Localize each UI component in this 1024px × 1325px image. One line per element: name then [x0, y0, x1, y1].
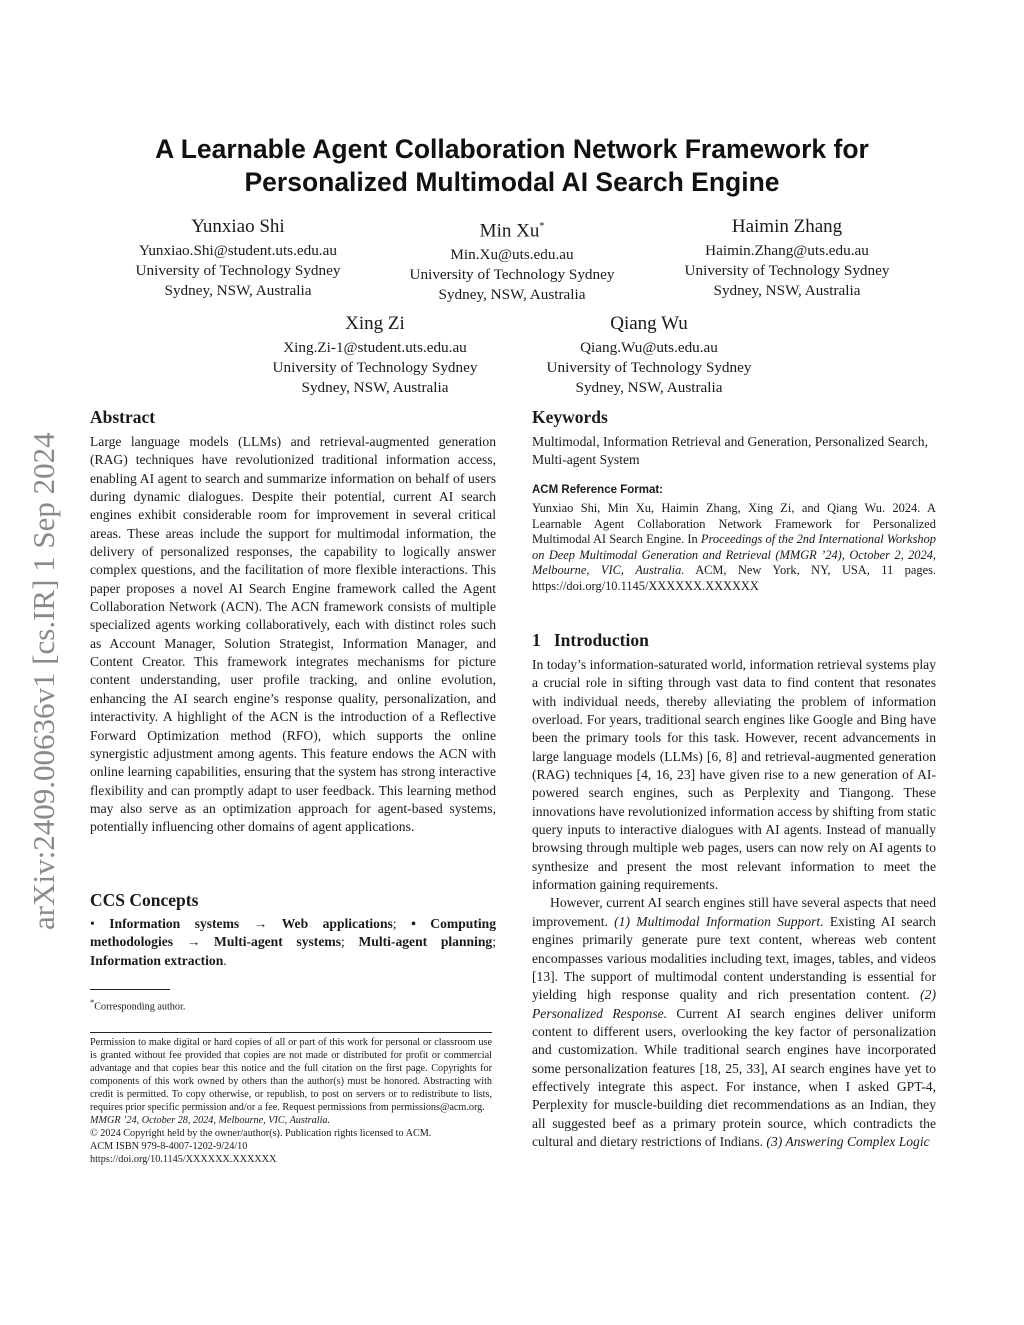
- author-name: Yunxiao Shi: [191, 216, 285, 237]
- acm-reference-heading: ACM Reference Format:: [532, 484, 663, 496]
- isbn-line: ACM ISBN 979-8-4007-1202-9/24/10: [90, 1141, 248, 1152]
- author-affiliation: University of Technology Sydney: [135, 262, 341, 279]
- intro-paragraph-1: In today’s information-saturated world, information retrieval systems play a crucial role in sifting through vast data to find content that resonates with individual needs, thereby alleviating the problem of information overload. For years, traditional search engines like Google and Bing have been the primary tools for this task. However, recent advancements in large language models (LLMs) [6, 8] and retrieval-augmented generation (RAG) techniques [4, 16, 23] have given rise to a new generation of AI-powered search engines, such as Perplexity and Tiangong. These innovations have revolutionized information access by shifting from static query inputs to interactive dialogues with AI agents. Instead of manually browsing through multiple web pages, users can now rely on AI agents to synthesize and present the most relevant information to meet the information gaining requirements.: [532, 657, 936, 893]
- paper-title: [0, 133, 1024, 199]
- ccs-sep-2: ;: [340, 934, 345, 950]
- author-location: Sydney, NSW, Australia: [575, 379, 723, 396]
- author-name: Qiang Wu: [610, 313, 688, 334]
- keywords-text: Multimodal, Information Retrieval and Generation, Personalized Search, Multi-agent System: [532, 434, 928, 468]
- intro-section-number: 1: [532, 630, 541, 650]
- author-location: Sydney, NSW, Australia: [301, 379, 449, 396]
- acm-reference-text: Yunxiao Shi, Min Xu, Haimin Zhang, Xing Zi, and Qiang Wu. 2024. A Learnable Agent Collaboration Network Framework for Personalized Multimodal AI Search Engine. In Proceedings of the 2nd International Workshop on Deep Multimodal Generation and Retrieval (MMGR ’24), October 2, 2024, Melbourne, VIC, Australia. ACM, New York, NY, USA, 11 pages. https://doi.org/10.1145/XXXXXX.XXXXXX: [532, 501, 936, 593]
- author-email: Min.Xu@uts.edu.au: [450, 246, 574, 264]
- author-email: Yunxiao.Shi@student.uts.edu.au: [139, 242, 337, 259]
- footnote-rule: [90, 989, 170, 990]
- author-email: Qiang.Wu@uts.edu.au: [580, 339, 718, 356]
- author-name: Haimin Zhang: [731, 216, 843, 237]
- permission-block: [90, 1036, 492, 1166]
- doi-line: https://doi.org/10.1145/XXXXXX.XXXXXX: [90, 1154, 277, 1165]
- author-affiliation: University of Technology Sydney: [684, 262, 890, 279]
- arxiv-sidebar-stamp: arXiv:2409.00636v1 [cs.IR] 1 Sep 2024: [26, 432, 61, 930]
- author-affiliation: University of Technology Sydney: [546, 359, 752, 376]
- corresponding-mark: *: [539, 221, 545, 232]
- ccs-bullet-2: •: [411, 916, 416, 931]
- author-name: Min Xu*: [479, 220, 545, 242]
- ccs-arrow-2: →: [186, 934, 201, 950]
- author-location: Sydney, NSW, Australia: [713, 282, 861, 299]
- ccs-concepts: • Information systems → Web applications; • Computing methodologies → Multi-agent systems; Multi-agent planning; Information extraction.: [90, 916, 497, 968]
- ccs-sep-3: ;: [492, 934, 497, 950]
- author-block: [514, 313, 784, 398]
- abstract-heading: Abstract: [90, 407, 156, 427]
- author-block: [103, 216, 373, 301]
- footnote: *Corresponding author.: [90, 997, 186, 1013]
- intro-heading: 1 Introduction: [532, 630, 649, 650]
- paper-title-line-2: Personalized Multimodal AI Search Engine: [244, 167, 780, 197]
- ccs-heading: CCS Concepts: [90, 890, 199, 910]
- author-location: Sydney, NSW, Australia: [164, 282, 312, 299]
- author-affiliation: University of Technology Sydney: [272, 359, 478, 376]
- permission-rule: [90, 1032, 492, 1033]
- copyright-line: © 2024 Copyright held by the owner/author(s). Publication rights licensed to ACM.: [90, 1128, 432, 1139]
- author-name: Xing Zi: [345, 313, 405, 334]
- author-block: [240, 313, 510, 398]
- author-email: Xing.Zi-1@student.uts.edu.au: [283, 339, 467, 356]
- author-block: [652, 216, 922, 301]
- keywords-heading: Keywords: [532, 407, 608, 427]
- footnote-mark: *: [90, 997, 95, 1007]
- permission-text: Permission to make digital or hard copies of all or part of this work for personal or classroom use is granted without fee provided that copies are not made or distributed for profit or commercial advantage and that copies bear this notice and the full citation on the first page. Copyrights for components of this work owned by others than the author(s) must be honored. Abstracting with credit is permitted. To copy otherwise, or republish, to post on servers or to redistribute to lists, requires prior specific permission and/or a fee. Request permissions from permissions@acm.org.: [90, 1037, 492, 1113]
- author-affiliation: University of Technology Sydney: [409, 266, 615, 284]
- author-email: Haimin.Zhang@uts.edu.au: [705, 242, 869, 259]
- paper-title-line-1: A Learnable Agent Collaboration Network Framework for: [155, 134, 869, 164]
- author-block: [377, 216, 647, 305]
- abstract-text: Large language models (LLMs) and retrieval-augmented generation (RAG) techniques have revolutionized traditional information access, enabling AI agent to search and summarize information on behalf of users during dynamic dialogues. Despite their potential, current AI search engines exhibit considerable room for improvement in several critical areas. These areas include the support for multimodal information, the delivery of personalized responses, the capability to logically answer complex questions, and the facilitation of more flexible interactions. This paper proposes a novel AI Search Engine framework called the Agent Collaboration Network (ACN). The ACN framework consists of multiple specialized agents working collaboratively, each with distinct roles such as Account Manager, Solution Strategist, Information Manager, and Content Creator. This framework integrates mechanisms for picture content understanding, user profile tracking, and online evolution, enhancing the AI search engine’s response quality, personalization, and interactivity. A highlight of the ACN is the introduction of a Reflective Forward Optimization method (RFO), which supports the online synergistic adjustment among agents. This feature endows the ACN with online learning capabilities, ensuring that the system has strong interactive flexibility and can promptly adapt to user feedback. This learning method may also serve as an optimization approach for agent-based systems, potentially influencing other domains of agent applications.: [90, 434, 496, 835]
- venue-line: MMGR ’24, October 28, 2024, Melbourne, VIC, Australia.: [90, 1115, 331, 1126]
- intro-paragraph-2: However, current AI search engines still have several aspects that need improvement. (1) Multimodal Information Support. Existing AI search engines primarily generate pure text content, whereas web content encompasses various modalities including text, images, tables, and videos [13]. The support of multimodal content understanding is essential for yielding high response quality and rich presentation content. (2) Personalized Response. Current AI search engines deliver uniform content to different users, overlooking the key factor of personalization and customization. While traditional search engines have incorporated some personalization features [18, 25, 33], AI search engines have yet to effectively integrate this aspect. For instance, when I asked GPT-4, Perplexity for muscle-building diet recommendations as an Indian, they all suggested beef as a primary protein source, which contradicts the cultural and dietary restrictions of Indians. (3) Answering Complex Logic: [532, 895, 936, 1149]
- author-location: Sydney, NSW, Australia: [438, 286, 586, 304]
- intro-text: [532, 656, 936, 1151]
